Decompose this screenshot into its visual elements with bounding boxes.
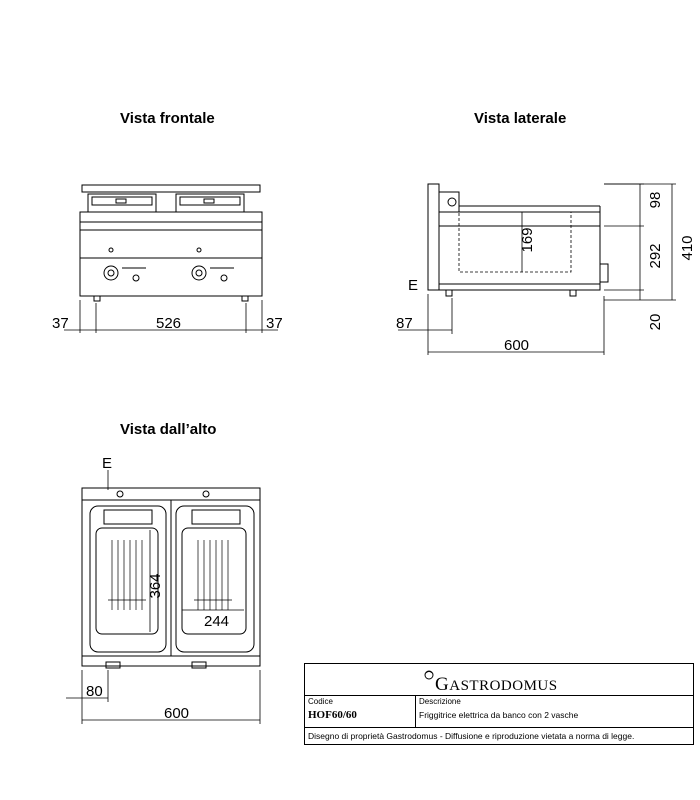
info-row bbox=[305, 695, 693, 728]
top-dim-length: 364 bbox=[147, 573, 164, 599]
front-dim-left: 37 bbox=[52, 315, 69, 332]
front-dim-width: 526 bbox=[156, 315, 182, 332]
side-view-title: Vista laterale bbox=[474, 110, 567, 127]
description-value: Friggitrice elettrica da banco con 2 vasche bbox=[419, 710, 579, 720]
side-dim-top: 98 bbox=[647, 191, 664, 209]
code-cell bbox=[305, 695, 416, 727]
logo-icon bbox=[423, 669, 435, 681]
front-dim-right: 37 bbox=[266, 315, 283, 332]
top-inlet-label: E bbox=[102, 455, 113, 472]
description-cell bbox=[416, 695, 693, 727]
top-dim-total: 600 bbox=[164, 705, 190, 722]
side-dim-middle: 292 bbox=[647, 243, 664, 269]
side-dim-bottom: 20 bbox=[647, 313, 664, 331]
side-dim-tank: 169 bbox=[519, 227, 536, 253]
top-dim-offset: 80 bbox=[86, 683, 103, 700]
title-block bbox=[304, 663, 694, 745]
code-value: HOF60/60 bbox=[308, 709, 357, 721]
side-dim-depth: 600 bbox=[504, 337, 530, 354]
code-label: Codice bbox=[308, 697, 333, 706]
description-label: Descrizione bbox=[419, 697, 461, 706]
front-view-title: Vista frontale bbox=[120, 110, 215, 127]
side-dim-total: 410 bbox=[679, 235, 696, 261]
side-dim-foot: 87 bbox=[396, 315, 413, 332]
side-inlet-label: E bbox=[408, 277, 419, 294]
copyright-notice: Disegno di proprietà Gastrodomus - Diffusione e riproduzione vietata a norma di legge. bbox=[308, 731, 635, 741]
top-dim-width: 244 bbox=[204, 613, 230, 630]
top-view-title: Vista dall’alto bbox=[120, 421, 217, 438]
brand-name: GASTRODOMUS bbox=[435, 674, 558, 695]
brand-row bbox=[305, 664, 693, 696]
